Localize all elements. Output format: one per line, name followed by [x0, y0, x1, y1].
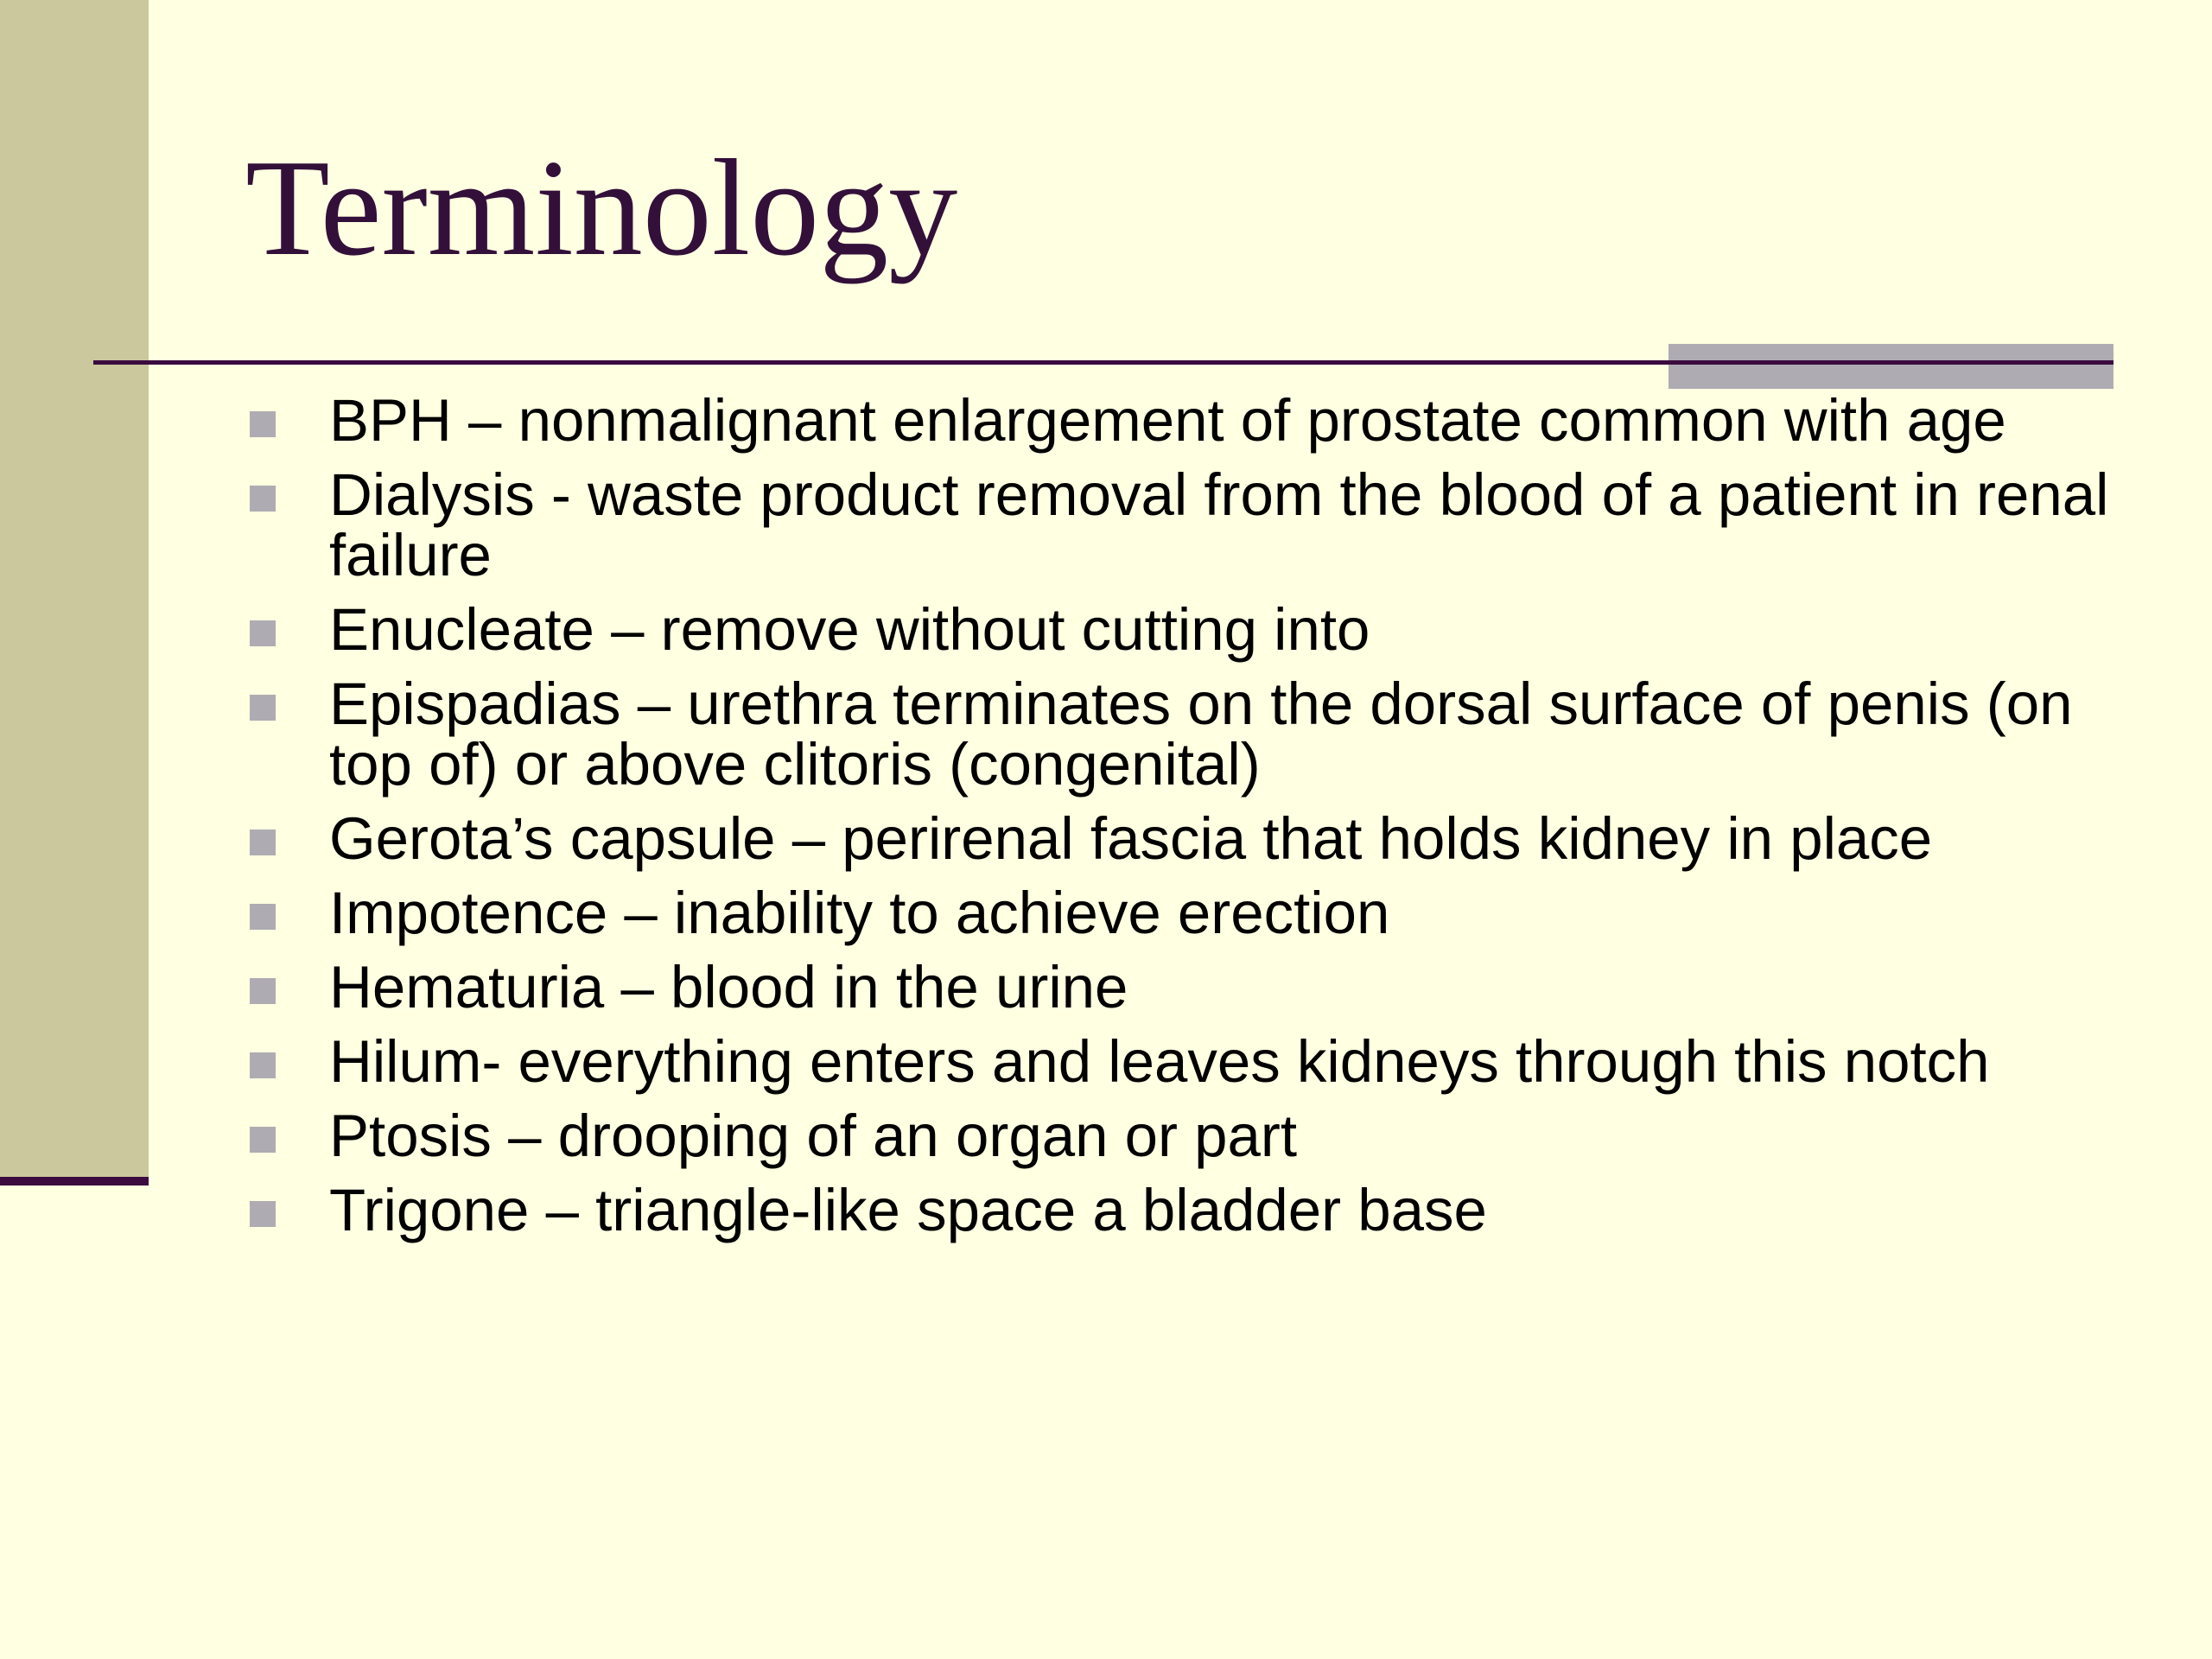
term-text: Ptosis – drooping of an organ or part — [329, 1103, 1298, 1169]
term-text: Gerota’s capsule – perirenal fascia that holds kidney in place — [329, 805, 1933, 872]
term-text: Hematuria – blood in the urine — [329, 954, 1128, 1020]
term-text: Hilum- everything enters and leaves kidneys through this notch — [329, 1028, 1990, 1095]
square-bullet-icon — [250, 695, 276, 721]
list-item — [245, 1028, 2112, 1095]
list-item — [245, 596, 2112, 663]
square-bullet-icon — [250, 1127, 276, 1153]
square-bullet-icon — [250, 411, 276, 437]
square-bullet-icon — [250, 1052, 276, 1078]
term-text: Dialysis - waste product removal from the blood of a patient in renal failure — [329, 461, 2109, 588]
list-item — [245, 461, 2112, 588]
square-bullet-icon — [250, 904, 276, 930]
list-item — [245, 1177, 2112, 1243]
term-text: Enucleate – remove without cutting into — [329, 596, 1370, 663]
term-list — [245, 387, 2112, 1255]
side-bar-rule — [0, 1177, 149, 1185]
list-item — [245, 805, 2112, 872]
square-bullet-icon — [250, 486, 276, 512]
square-bullet-icon — [250, 830, 276, 855]
term-text: Trigone – triangle-like space a bladder base — [329, 1177, 1487, 1243]
term-text: BPH – nonmalignant enlargement of prostate common with age — [329, 387, 2006, 454]
list-item — [245, 880, 2112, 946]
list-item — [245, 1103, 2112, 1169]
side-bar — [0, 0, 149, 1185]
term-text: Epispadias – urethra terminates on the dorsal surface of penis (on top of) or above clitoris (congenital) — [329, 671, 2073, 798]
list-item — [245, 671, 2112, 798]
term-text: Impotence – inability to achieve erection — [329, 880, 1390, 946]
square-bullet-icon — [250, 978, 276, 1004]
list-item — [245, 387, 2112, 454]
title-accent-block — [1669, 344, 2113, 389]
list-item — [245, 954, 2112, 1020]
slide-title: Terminology — [245, 130, 958, 284]
square-bullet-icon — [250, 1201, 276, 1227]
title-rule — [93, 360, 2113, 365]
square-bullet-icon — [250, 620, 276, 646]
